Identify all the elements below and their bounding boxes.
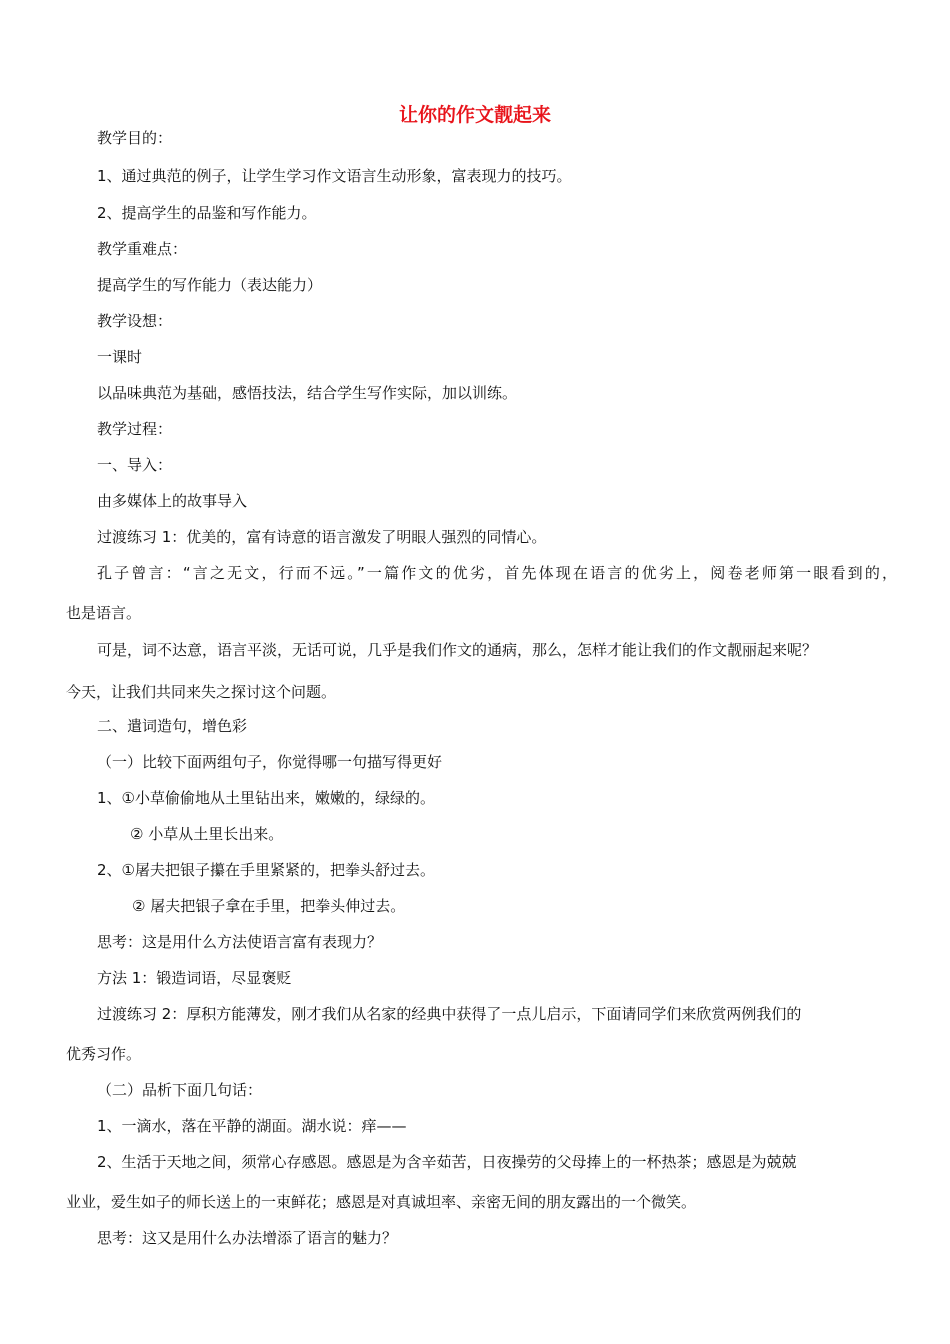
paragraph: 由多媒体上的故事导入 (97, 492, 248, 510)
section-heading: 一、导入： (97, 456, 173, 474)
paragraph: 孔子曾言：“言之无文，行而不远。”一篇作文的优劣，首先体现在语言的优劣上，阅卷老师第一眼看到的， (97, 564, 897, 582)
subsection-heading: （一）比较下面两组句子，你觉得哪一句描写得更好 (97, 753, 443, 771)
list-item: 2、生活于天地之间，须常心存感恩。感恩是为含辛茹苦，日夜操劳的父母捧上的一杯热茶；感恩是为兢兢 (97, 1153, 797, 1171)
paragraph-continued: 也是语言。 (66, 604, 142, 622)
paragraph-continued: 优秀习作。 (66, 1045, 142, 1063)
paragraph-continued: 业业，爱生如子的师长送上的一束鲜花；感恩是对真诚坦率、亲密无间的朋友露出的一个微笑。 (66, 1193, 697, 1211)
paragraph: 提高学生的写作能力（表达能力） (97, 276, 323, 294)
paragraph: 可是，词不达意，语言平淡，无话可说，几乎是我们作文的通病，那么，怎样才能让我们的作文靓丽起来呢？ (97, 641, 818, 659)
heading-process: 教学过程： (97, 420, 173, 438)
heading-objectives: 教学目的： (97, 129, 173, 147)
paragraph: 2、提高学生的品鉴和写作能力。 (97, 204, 317, 222)
list-item: ② 屠夫把银子拿在手里，把拳头伸过去。 (132, 897, 406, 915)
paragraph: 一课时 (97, 348, 143, 366)
paragraph: 过渡练习 2：厚积方能薄发，刚才我们从名家的经典中获得了一点儿启示，下面请同学们来欣赏两例我们的 (97, 1005, 802, 1023)
list-item: ② 小草从土里长出来。 (130, 825, 284, 843)
paragraph: 思考：这又是用什么办法增添了语言的魅力？ (97, 1229, 398, 1247)
paragraph: 过渡练习 1：优美的，富有诗意的语言激发了明眼人强烈的同情心。 (97, 528, 547, 546)
heading-key-points: 教学重难点： (97, 240, 188, 258)
paragraph: 1、通过典范的例子，让学生学习作文语言生动形象，富表现力的技巧。 (97, 167, 572, 185)
document-title: 让你的作文靓起来 (398, 104, 551, 126)
paragraph-continued: 今天，让我们共同来失之探讨这个问题。 (66, 683, 337, 701)
heading-design: 教学设想： (97, 312, 173, 330)
paragraph: 以品味典范为基础，感悟技法，结合学生写作实际，加以训练。 (97, 384, 518, 402)
paragraph: 方法 1：锻造词语，尽显褒贬 (97, 969, 292, 987)
list-item: 2、①屠夫把银子攥在手里紧紧的，把拳头舒过去。 (97, 861, 435, 879)
paragraph: 思考：这是用什么方法使语言富有表现力？ (97, 933, 383, 951)
section-heading: 二、遣词造句，增色彩 (97, 717, 248, 735)
list-item: 1、①小草偷偷地从土里钻出来，嫩嫩的，绿绿的。 (97, 789, 435, 807)
subsection-heading: （二）品析下面几句话： (97, 1081, 263, 1099)
list-item: 1、一滴水，落在平静的湖面。湖水说：痒—— (97, 1117, 407, 1135)
